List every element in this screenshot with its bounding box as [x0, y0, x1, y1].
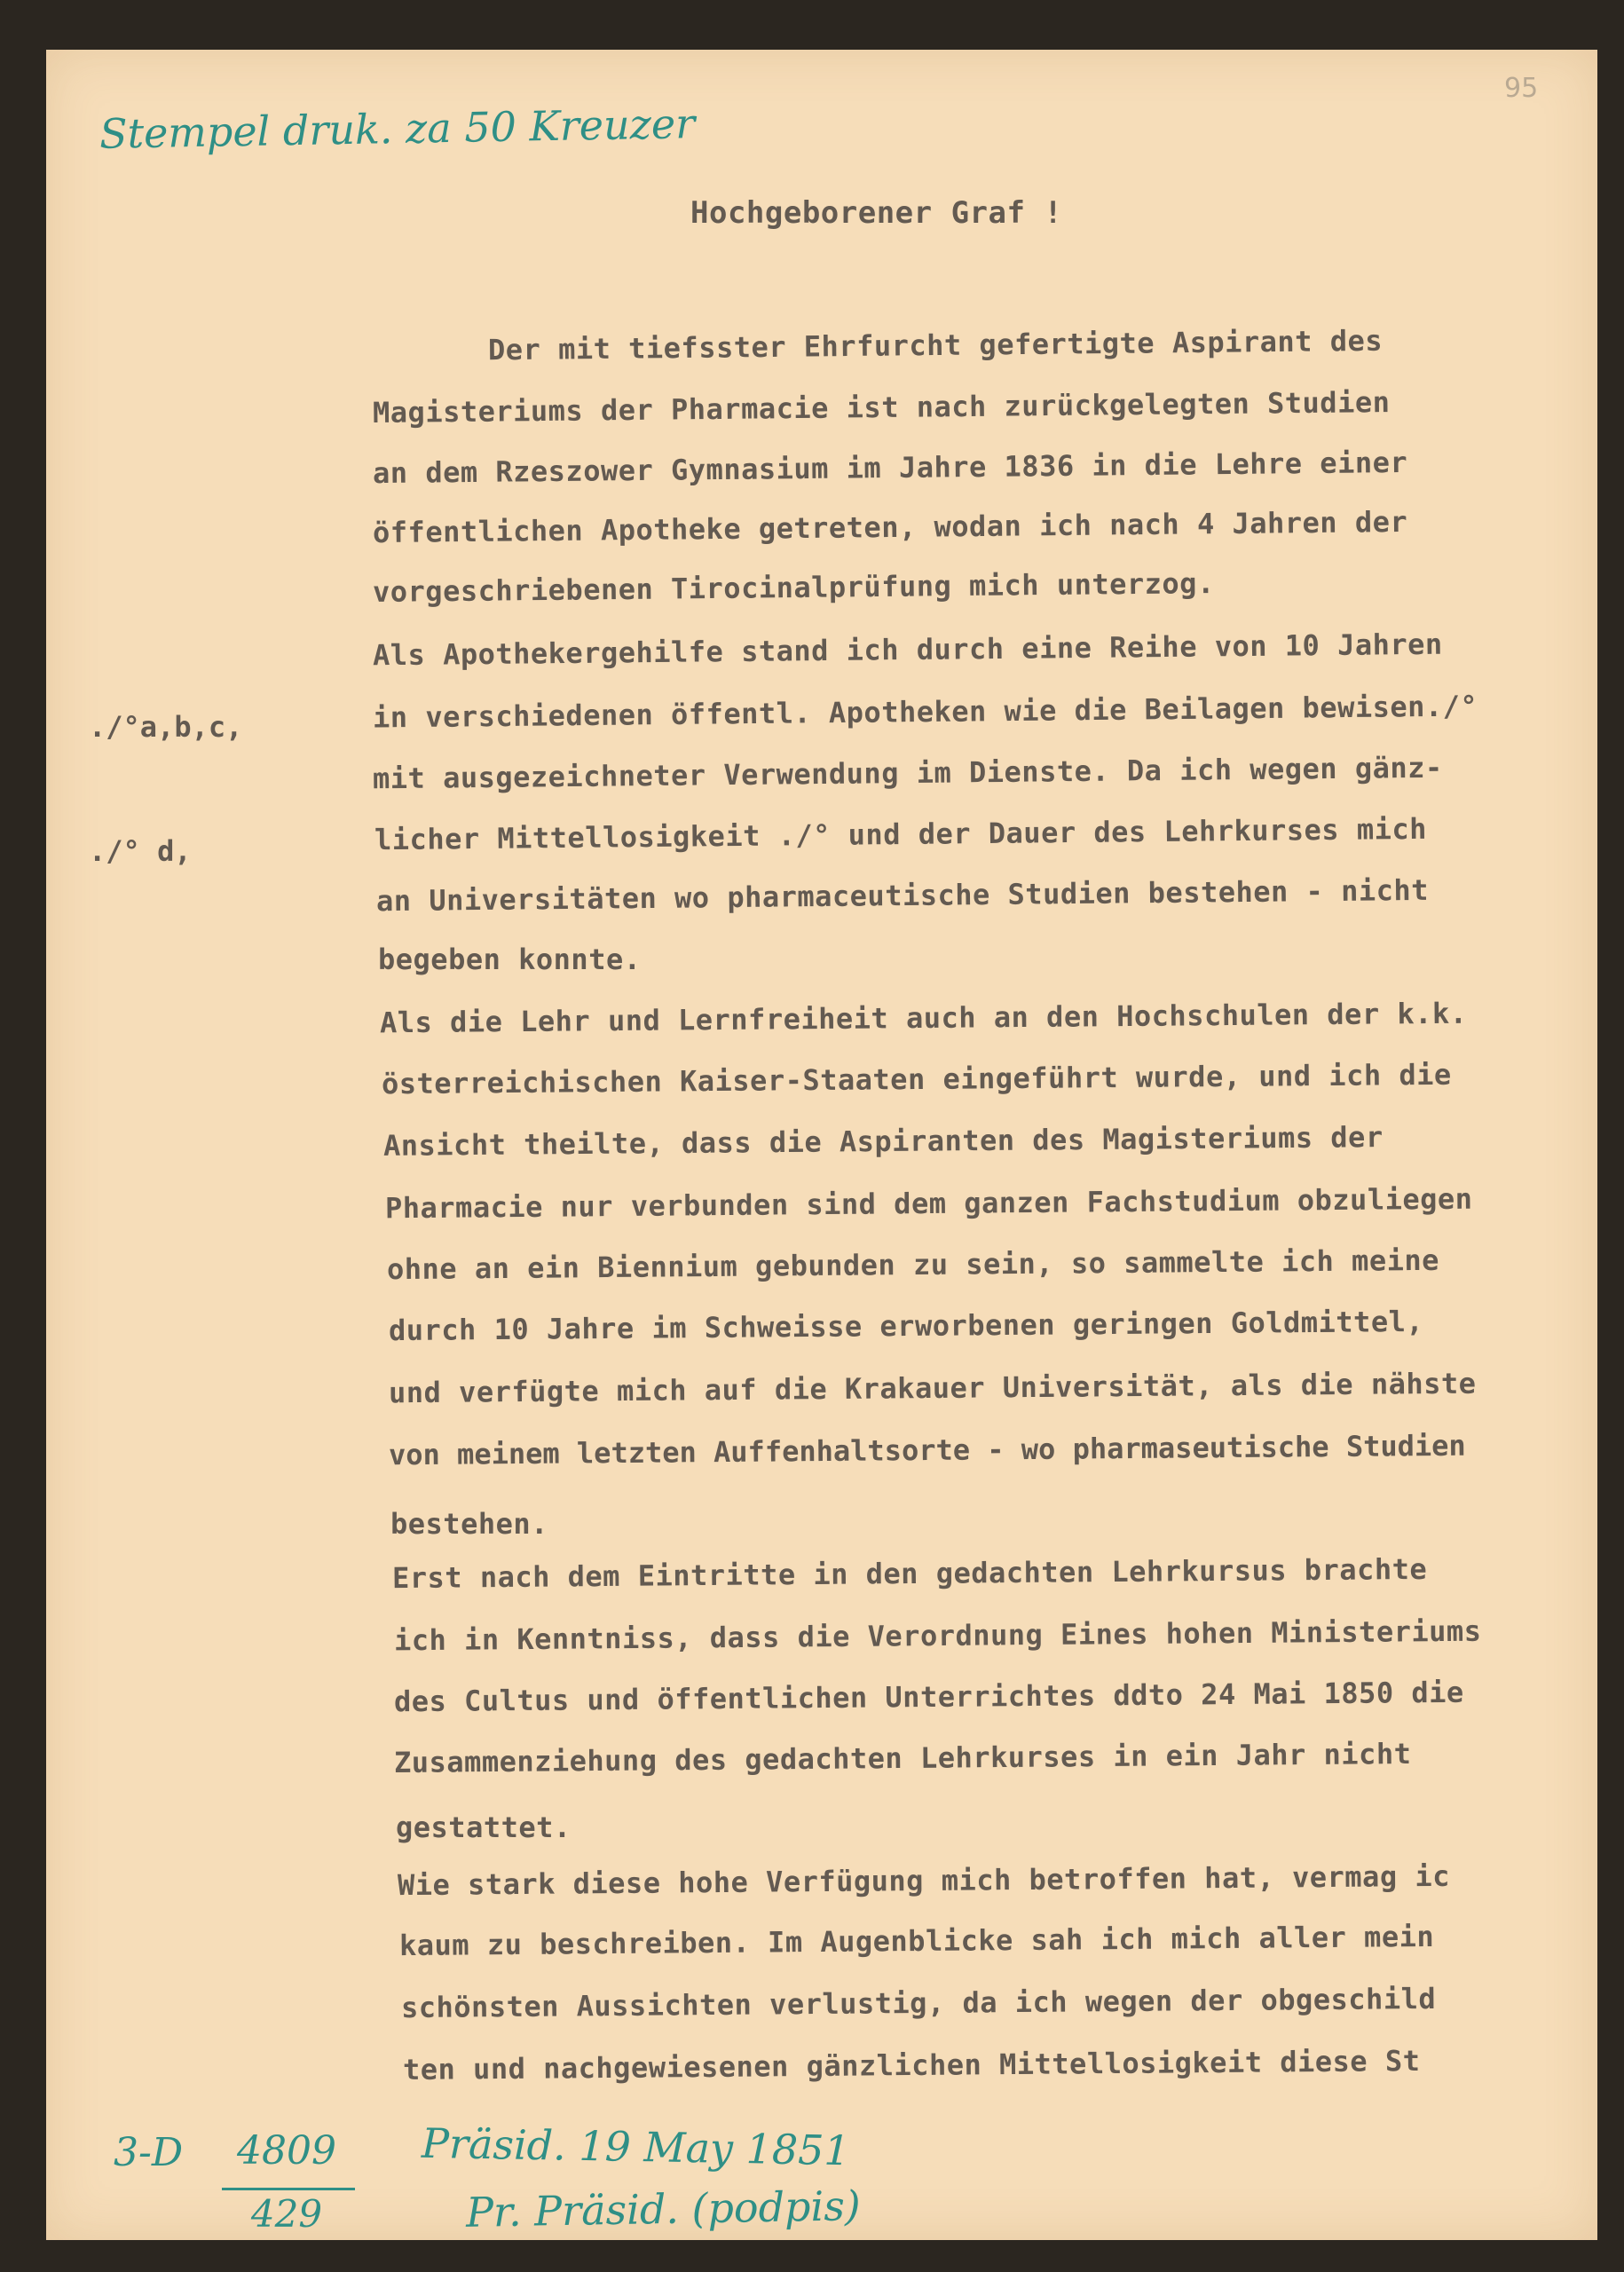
letter-line: österreichischen Kaiser-Staaten eingeführt wurde, und ich die — [381, 1057, 1452, 1101]
presid-note: Präsid. 19 May 1851 — [421, 2118, 851, 2175]
letter-line: ohne an ein Biennium gebunden zu sein, so sammelte ich meine — [386, 1242, 1440, 1287]
letter-line: bestehen. — [390, 1507, 548, 1541]
letter-line: Erst nach dem Eintritte in den gedachten Lehrkursus brachte — [391, 1551, 1428, 1596]
letter-line: Pharmacie nur verbunden sind dem ganzen Fachstudium obzuliegen — [384, 1181, 1473, 1226]
archive-ref-fraction-line — [222, 2188, 355, 2190]
letter-line: öffentlichen Apotheke getreten, wodan ich nach 4 Jahren der — [372, 504, 1408, 550]
letter-line: Als die Lehr und Lernfreiheit auch an den Hochschulen der k.k. — [379, 996, 1468, 1040]
letter-line: durch 10 Jahre im Schweisse erworbenen geringen Goldmittel, — [388, 1304, 1424, 1348]
archive-ref-prefix: 3-D — [114, 2130, 184, 2175]
letter-line: Magisteriums der Pharmacie ist nach zurückgelegten Studien — [372, 384, 1391, 430]
letter-line: begeben konnte. — [378, 943, 642, 976]
letter-line: und verfügte mich auf die Krakauer Universität, als die nähste — [388, 1366, 1477, 1410]
letter-line: Ansicht theilte, dass die Aspiranten des Magisteriums der — [382, 1120, 1384, 1163]
letter-line: ich in Kenntniss, dass die Verordnung Eines hohen Ministeriums — [393, 1613, 1482, 1658]
letter-line: Der mit tiefsster Ehrfurcht gefertigte Aspirant des — [487, 323, 1384, 367]
letter-line: schönsten Aussichten verlustig, da ich wegen der obgeschild — [400, 1981, 1437, 2025]
letter-line: Zusammenziehung des gedachten Lehrkurses in ein Jahr nicht — [393, 1736, 1412, 1780]
letter-line: gestattet. — [396, 1810, 572, 1844]
signature-note: Pr. Präsid. (podpis) — [465, 2181, 862, 2236]
letter-line: in verschiedenen öffentl. Apotheken wie die Beilagen bewisen./° — [372, 689, 1478, 735]
margin-note-d: ./° d, — [89, 834, 192, 868]
archive-ref-numerator: 4809 — [237, 2128, 336, 2173]
letter-line: vorgeschriebenen Tirocinalprüfung mich unterzog. — [372, 566, 1215, 609]
letter-line: licher Mittellosigkeit ./° und der Dauer des Lehrkurses mich — [374, 811, 1428, 857]
letter-line: an Universitäten wo pharmaceutische Studien bestehen - nicht — [375, 872, 1430, 919]
archive-ref-denominator: 429 — [250, 2192, 323, 2236]
margin-note-abc: ./°a,b,c, — [89, 710, 243, 744]
salutation: Hochgeborener Graf ! — [690, 195, 1063, 231]
letter-line: ten und nachgewiesenen gänzlichen Mittellosigkeit diese St — [402, 2043, 1421, 2087]
letter-line: Als Apothekergehilfe stand ich durch eine Reihe von 10 Jahren — [372, 627, 1443, 673]
letter-line: des Cultus und öffentlichen Unterrichtes ddto 24 Mai 1850 die — [393, 1675, 1464, 1719]
stamp-note: Stempel druk. za 50 Kreuzer — [99, 99, 696, 158]
letter-line: von meinem letzten Auffenhaltsorte - wo pharmaseutische Studien — [388, 1428, 1466, 1472]
page-number: 95 — [1504, 73, 1539, 104]
letter-line: Wie stark diese hohe Verfügung mich betroffen hat, vermag ic — [397, 1858, 1451, 1903]
letter-line: mit ausgezeichneter Verwendung im Dienste. Da ich wegen gänz- — [372, 750, 1443, 796]
letter-line: kaum zu beschreiben. Im Augenblicke sah ich mich aller mein — [398, 1919, 1435, 1963]
letter-line: an dem Rzeszower Gymnasium im Jahre 1836 in die Lehre einer — [372, 445, 1408, 491]
